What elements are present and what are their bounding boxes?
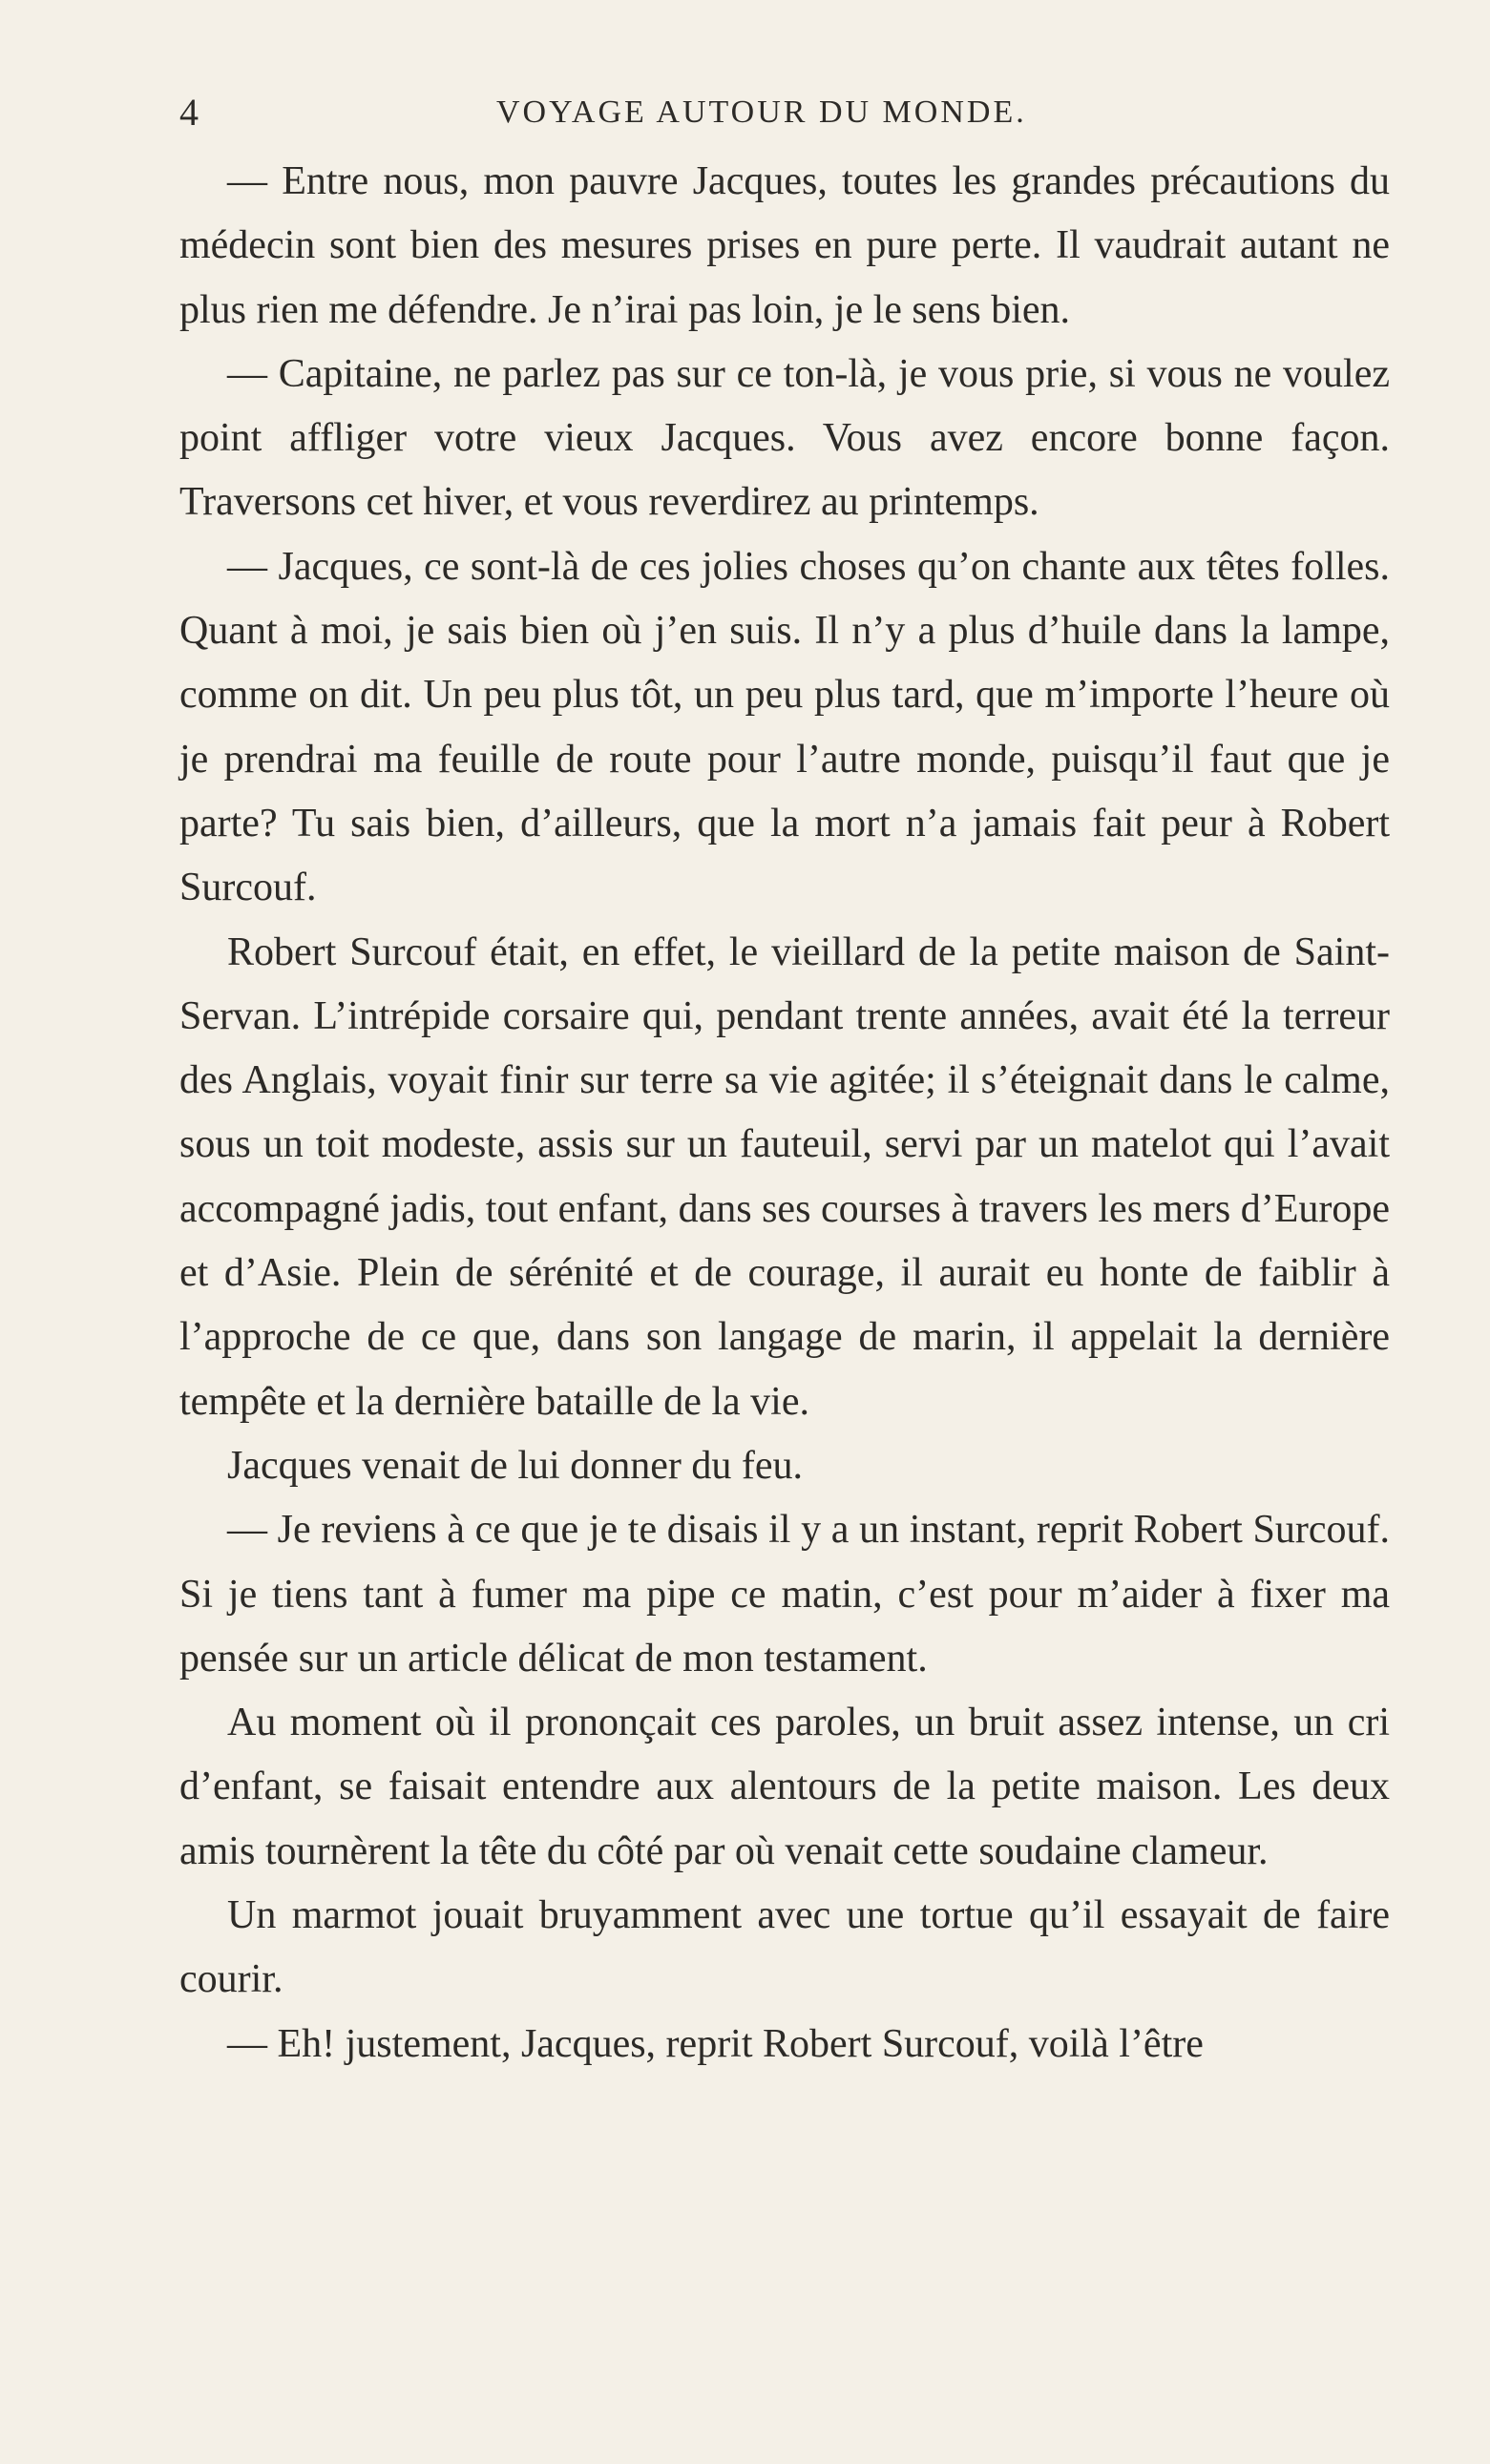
paragraph: — Entre nous, mon pauvre Jacques, toutes les grandes précautions du médecin sont bien des mesures prises en pure perte. Il vaudrait autant ne plus rien me défendre. Je n’irai pas loin, je le sens bien. (179, 159, 1390, 332)
running-title: VOYAGE AUTOUR DU MONDE. (496, 94, 1027, 130)
paragraph: — Jacques, ce sont-là de ces jolies choses qu’on chante aux têtes folles. Quant à moi, je sais bien où j’en suis. Il n’y a plus d’huile dans la lampe, comme on dit. Un peu plus tôt, un peu plus tard, que m’importe l’heure où je prendrai ma feuille de route pour l’autre monde, puisqu’il faut que je parte? Tu sais bien, d’ailleurs, que la mort n’a jamais fait peur à Robert Surcouf. (179, 544, 1390, 910)
page-number: 4 (179, 91, 199, 134)
paragraph: — Je reviens à ce que je te disais il y a un instant, reprit Robert Surcouf. Si je tiens tant à fumer ma pipe ce matin, c’est pour m’aider à fixer ma pensée sur un article délicat de mon testament. (179, 1508, 1390, 1681)
paragraph: Robert Surcouf était, en effet, le vieillard de la petite maison de Saint-Servan. L’intrépide corsaire qui, pendant trente années, avait été la terreur des Anglais, voyait finir sur terre sa vie agitée; il s’éteignait dans le calme, sous un toit modeste, assis sur un fauteuil, servi par un matelot qui l’avait accompagné jadis, tout enfant, dans ses courses à travers les mers d’Europe et d’Asie. Plein de sérénité et de courage, il aurait eu honte de faiblir à l’approche de ce que, dans son langage de marin, il appelait la dernière tempête et la dernière bataille de la vie. (179, 929, 1390, 1424)
paragraph: Jacques venait de lui donner du feu. (227, 1443, 803, 1488)
paragraph: Au moment où il prononçait ces paroles, un bruit assez intense, un cri d’enfant, se faisait entendre aux alentours de la petite maison. Les deux amis tournèrent la tête du côté par où venait cette soudaine clameur. (179, 1701, 1390, 1873)
page-header (0, 84, 1490, 141)
body-text (179, 150, 1390, 2077)
paragraph: — Capitaine, ne parlez pas sur ce ton-là, je vous prie, si vous ne voulez point affliger votre vieux Jacques. Vous avez encore bonne façon. Traversons cet hiver, et vous reverdirez au printemps. (179, 351, 1390, 525)
paragraph: Un marmot jouait bruyamment avec une tortue qu’il essayait de faire courir. (179, 1893, 1390, 2002)
paragraph: — Eh! justement, Jacques, reprit Robert Surcouf, voilà l’être (227, 2021, 1204, 2066)
